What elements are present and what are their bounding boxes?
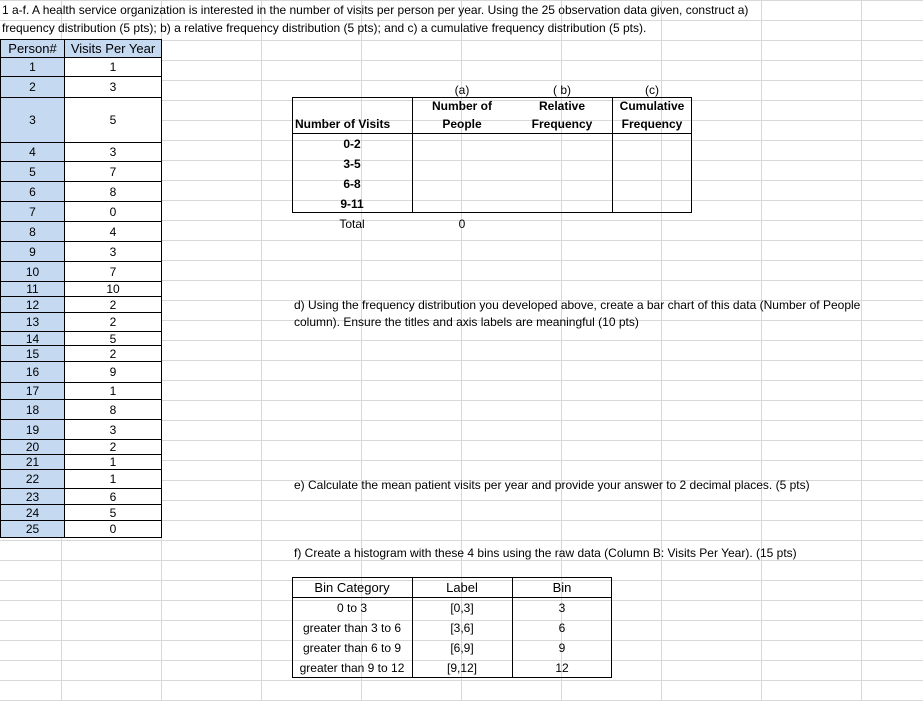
person-number-cell[interactable]: 11 [0,282,65,297]
person-number-cell[interactable]: 19 [0,420,65,440]
person-number-cell[interactable]: 8 [0,222,65,242]
visits-value-cell[interactable]: 1 [65,383,162,400]
visits-value-cell[interactable]: 0 [65,202,162,222]
col-a-title-2: People [442,117,482,131]
col-a-title-1: Number of [432,99,492,113]
visits-value-cell[interactable]: 3 [65,143,162,162]
visits-value-cell[interactable]: 8 [65,182,162,202]
person-number-cell[interactable]: 10 [0,262,65,282]
visits-value-cell[interactable]: 0 [65,521,162,538]
bin-label-cell[interactable]: [9,12] [446,661,478,675]
bin-0-2: 0-2 [343,137,361,151]
visits-value-cell[interactable]: 2 [65,297,162,313]
visits-value-cell[interactable]: 7 [65,262,162,282]
answer-cells-cumulative-frequency[interactable] [613,134,691,213]
person-number-cell[interactable]: 15 [0,346,65,362]
bin-category-cell[interactable]: greater than 6 to 9 [302,641,402,655]
bin-value-cell[interactable]: 12 [555,661,569,675]
visits-value-cell[interactable]: 2 [65,440,162,455]
visits-value-cell[interactable]: 5 [65,332,162,346]
person-number-cell[interactable]: 22 [0,470,65,489]
bin-value-cell[interactable]: 3 [558,601,566,615]
visits-value-cell[interactable]: 2 [65,346,162,362]
person-number-cell[interactable]: 25 [0,521,65,538]
person-number-cell[interactable]: 5 [0,162,65,182]
person-number-cell[interactable]: 9 [0,242,65,262]
visits-value-cell[interactable]: 1 [65,58,162,77]
col-a-label: (a) [454,83,470,97]
col-b-title-2: Frequency [531,117,593,131]
question-d-line-2: column). Ensure the titles and axis labels are meaningful (10 pts) [294,315,639,329]
column-header-visits[interactable]: Visits Per Year [65,39,162,58]
bin-header-category: Bin Category [314,580,390,595]
person-number-cell[interactable]: 7 [0,202,65,222]
visits-value-cell[interactable]: 6 [65,489,162,505]
bin-label-cell[interactable]: [0,3] [450,601,474,615]
question-d-line-1: d) Using the frequency distribution you developed above, create a bar chart of this data (Number of People [294,298,861,312]
bin-category-cell[interactable]: greater than 3 to 6 [302,621,402,635]
visits-value-cell[interactable]: 2 [65,313,162,332]
person-number-cell[interactable]: 17 [0,383,65,400]
visits-value-cell[interactable]: 4 [65,222,162,242]
col-c-title-1: Cumulative [619,99,685,113]
total-label: Total [339,217,365,231]
row-header-number-of-visits: Number of Visits [295,117,391,131]
visits-value-cell[interactable]: 1 [65,455,162,470]
answer-cells-number-of-people[interactable] [413,134,512,213]
question-e: e) Calculate the mean patient visits per year and provide your answer to 2 decimal places. (5 pts) [294,478,810,492]
visits-value-cell[interactable]: 8 [65,400,162,420]
person-number-cell[interactable]: 20 [0,440,65,455]
bin-6-8: 6-8 [343,177,361,191]
col-b-label: ( b) [553,83,571,97]
intro-line-2: frequency distribution (5 pts); b) a relative frequency distribution (5 pts); and c) a cumulative frequency distribution (5 pts). [2,21,647,35]
question-f: f) Create a histogram with these 4 bins using the raw data (Column B: Visits Per Year). (15 pts) [294,546,797,560]
bin-category-cell[interactable]: greater than 9 to 12 [299,661,405,675]
person-number-cell[interactable]: 2 [0,77,65,98]
bin-value-cell[interactable]: 6 [558,621,566,635]
person-number-cell[interactable]: 1 [0,58,65,77]
visits-value-cell[interactable]: 10 [65,282,162,297]
visits-value-cell[interactable]: 5 [65,505,162,521]
visits-value-cell[interactable]: 3 [65,420,162,440]
person-number-cell[interactable]: 16 [0,362,65,383]
visits-value-cell[interactable]: 7 [65,162,162,182]
visits-value-cell[interactable]: 1 [65,470,162,489]
col-c-label: (c) [645,83,659,97]
bin-header-bin: Bin [552,580,572,595]
person-number-cell[interactable]: 12 [0,297,65,313]
bin-3-5: 3-5 [343,157,361,171]
person-number-cell[interactable]: 6 [0,182,65,202]
bin-category-cell[interactable]: 0 to 3 [336,601,368,615]
person-number-cell[interactable]: 24 [0,505,65,521]
person-number-cell[interactable]: 13 [0,313,65,332]
person-number-cell[interactable]: 23 [0,489,65,505]
visits-value-cell[interactable]: 5 [65,98,162,143]
total-value[interactable]: 0 [458,217,466,231]
bin-header-label: Label [446,580,478,595]
visits-value-cell[interactable]: 3 [65,242,162,262]
bin-label-cell[interactable]: [3,6] [450,621,474,635]
bin-value-cell[interactable]: 9 [558,641,566,655]
visits-value-cell[interactable]: 3 [65,77,162,98]
bin-9-11: 9-11 [340,197,364,211]
col-b-title-1: Relative [538,99,586,113]
bin-label-cell[interactable]: [6,9] [450,641,474,655]
visits-value-cell[interactable]: 9 [65,362,162,383]
person-number-cell[interactable]: 4 [0,143,65,162]
col-c-title-2: Frequency [621,117,683,131]
column-header-person[interactable]: Person# [0,39,65,58]
person-number-cell[interactable]: 3 [0,98,65,143]
person-number-cell[interactable]: 14 [0,332,65,346]
person-number-cell[interactable]: 21 [0,455,65,470]
person-number-cell[interactable]: 18 [0,400,65,420]
bin-table-header-rule [292,597,612,598]
intro-line-1: 1 a-f. A health service organization is interested in the number of visits per person per year. Using the 25 observation data given, construct a) [2,3,749,17]
answer-cells-relative-frequency[interactable] [513,134,612,213]
